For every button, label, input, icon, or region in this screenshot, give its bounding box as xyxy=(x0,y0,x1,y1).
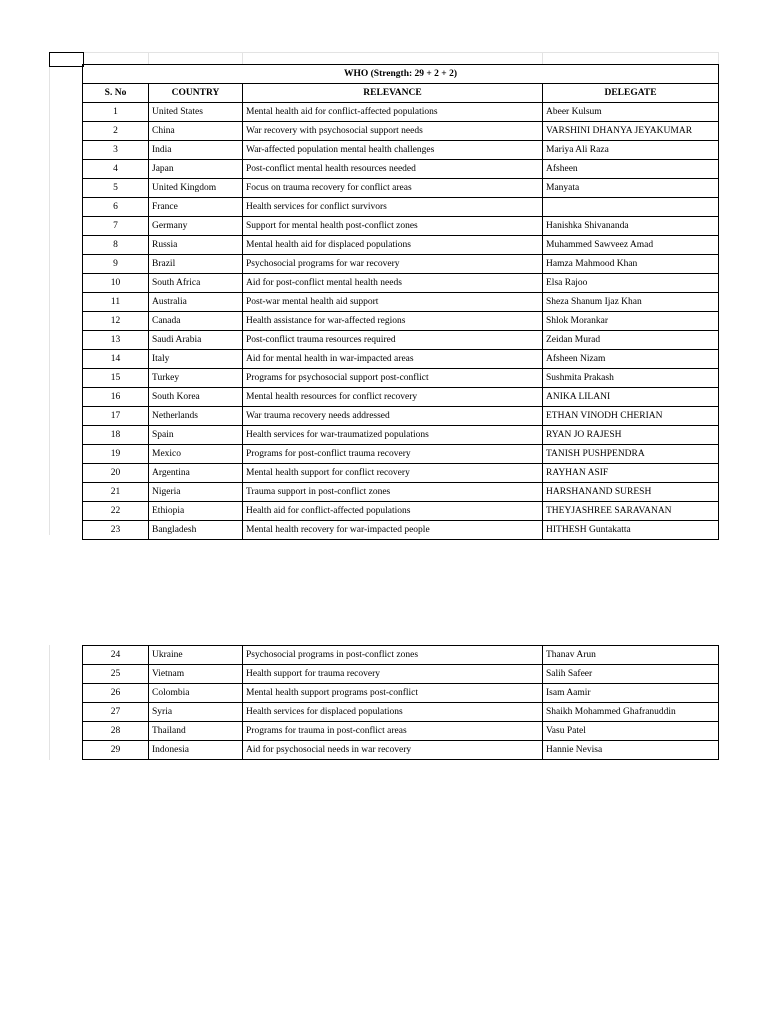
cell-country[interactable]: France xyxy=(149,198,243,217)
cell-delegate[interactable]: Thanav Arun xyxy=(543,646,719,665)
cell-country[interactable]: Syria xyxy=(149,703,243,722)
cell-relevance[interactable]: Aid for mental health in war-impacted areas xyxy=(243,350,543,369)
cell-delegate[interactable]: Isam Aamir xyxy=(543,684,719,703)
cell-delegate[interactable]: Sheza Shanum Ijaz Khan xyxy=(543,293,719,312)
cell-relevance[interactable]: Psychosocial programs for war recovery xyxy=(243,255,543,274)
table-row xyxy=(83,369,719,388)
cell-relevance[interactable]: Mental health resources for conflict recovery xyxy=(243,388,543,407)
cell-relevance[interactable]: Trauma support in post-conflict zones xyxy=(243,483,543,502)
table-row xyxy=(83,122,719,141)
table-row xyxy=(83,521,719,540)
cell-country[interactable]: United States xyxy=(149,103,243,122)
cell-country[interactable]: Italy xyxy=(149,350,243,369)
cell-relevance[interactable]: War-affected population mental health challenges xyxy=(243,141,543,160)
cell-sno[interactable]: 24 xyxy=(83,646,149,665)
cell-sno[interactable]: 15 xyxy=(83,369,149,388)
header-sno[interactable]: S. No xyxy=(83,84,149,103)
cell-relevance[interactable]: Programs for trauma in post-conflict areas xyxy=(243,722,543,741)
cell-delegate[interactable]: Zeidan Murad xyxy=(543,331,719,350)
cell-sno[interactable]: 12 xyxy=(83,312,149,331)
cell-relevance[interactable]: Programs for psychosocial support post-conflict xyxy=(243,369,543,388)
cell-delegate[interactable]: VARSHINI DHANYA JEYAKUMAR xyxy=(543,122,719,141)
cell-country[interactable]: Bangladesh xyxy=(149,521,243,540)
table-row xyxy=(83,198,719,217)
cell-delegate[interactable]: THEYJASHREE SARAVANAN xyxy=(543,502,719,521)
table-row xyxy=(83,179,719,198)
header-delegate[interactable]: DELEGATE xyxy=(543,84,719,103)
header-country[interactable]: COUNTRY xyxy=(149,84,243,103)
table-row xyxy=(83,407,719,426)
cell-country[interactable]: Vietnam xyxy=(149,665,243,684)
cell-delegate[interactable]: Hamza Mahmood Khan xyxy=(543,255,719,274)
cell-delegate[interactable]: Muhammed Sawveez Amad xyxy=(543,236,719,255)
cell-sno[interactable]: 11 xyxy=(83,293,149,312)
header-row xyxy=(83,84,719,103)
cell-country[interactable]: Argentina xyxy=(149,464,243,483)
cell-delegate[interactable]: Afsheen Nizam xyxy=(543,350,719,369)
cell-delegate[interactable] xyxy=(543,198,719,217)
cell-country[interactable]: Mexico xyxy=(149,445,243,464)
cell-country[interactable]: Turkey xyxy=(149,369,243,388)
cell-sno[interactable]: 21 xyxy=(83,483,149,502)
cell-delegate[interactable]: TANISH PUSHPENDRA xyxy=(543,445,719,464)
cell-relevance[interactable]: Health services for displaced populations xyxy=(243,703,543,722)
cell-country[interactable]: China xyxy=(149,122,243,141)
cell-country[interactable]: Brazil xyxy=(149,255,243,274)
table-row xyxy=(83,103,719,122)
cell-country[interactable]: South Korea xyxy=(149,388,243,407)
table-row xyxy=(83,483,719,502)
cell-relevance[interactable]: Aid for post-conflict mental health needs xyxy=(243,274,543,293)
cell-relevance[interactable]: Programs for post-conflict trauma recovery xyxy=(243,445,543,464)
cell-sno[interactable]: 22 xyxy=(83,502,149,521)
table-row xyxy=(83,684,719,703)
cell-delegate[interactable]: Shaikh Mohammed Ghafranuddin xyxy=(543,703,719,722)
table-row xyxy=(83,445,719,464)
table-row xyxy=(83,722,719,741)
cell-country[interactable]: Japan xyxy=(149,160,243,179)
cell-sno[interactable]: 7 xyxy=(83,217,149,236)
cell-delegate[interactable]: Salih Safeer xyxy=(543,665,719,684)
cell-country[interactable]: India xyxy=(149,141,243,160)
cell-sno[interactable]: 4 xyxy=(83,160,149,179)
cell-country[interactable]: Colombia xyxy=(149,684,243,703)
table-row xyxy=(83,350,719,369)
cell-sno[interactable]: 25 xyxy=(83,665,149,684)
cell-sno[interactable]: 14 xyxy=(83,350,149,369)
cell-sno[interactable]: 17 xyxy=(83,407,149,426)
cell-relevance[interactable]: Post-conflict mental health resources needed xyxy=(243,160,543,179)
table-row xyxy=(83,741,719,760)
table-row xyxy=(83,255,719,274)
cell-country[interactable]: Thailand xyxy=(149,722,243,741)
cell-relevance[interactable]: Mental health support programs post-conflict xyxy=(243,684,543,703)
cell-sno[interactable]: 8 xyxy=(83,236,149,255)
delegate-table-continued xyxy=(82,645,719,760)
table-row xyxy=(83,312,719,331)
cell-delegate[interactable]: RAYHAN ASIF xyxy=(543,464,719,483)
cell-relevance[interactable]: Aid for psychosocial needs in war recovery xyxy=(243,741,543,760)
cell-sno[interactable]: 27 xyxy=(83,703,149,722)
cell-delegate[interactable]: ETHAN VINODH CHERIAN xyxy=(543,407,719,426)
sheet-title[interactable]: WHO (Strength: 29 + 2 + 2) xyxy=(83,65,719,84)
cell-sno[interactable]: 2 xyxy=(83,122,149,141)
cell-delegate[interactable]: Hannie Nevisa xyxy=(543,741,719,760)
cell-delegate[interactable]: Shlok Morankar xyxy=(543,312,719,331)
cell-relevance[interactable]: Mental health support for conflict recovery xyxy=(243,464,543,483)
cell-relevance[interactable]: Mental health aid for conflict-affected populations xyxy=(243,103,543,122)
cell-delegate[interactable]: HARSHANAND SURESH xyxy=(543,483,719,502)
table-row xyxy=(83,160,719,179)
cell-sno[interactable]: 9 xyxy=(83,255,149,274)
cell-country[interactable]: Germany xyxy=(149,217,243,236)
cell-sno[interactable]: 18 xyxy=(83,426,149,445)
cell-sno[interactable]: 3 xyxy=(83,141,149,160)
cell-relevance[interactable]: Health services for war-traumatized populations xyxy=(243,426,543,445)
table-row xyxy=(83,646,719,665)
table-row xyxy=(83,141,719,160)
cell-delegate[interactable]: Vasu Patel xyxy=(543,722,719,741)
cell-relevance[interactable]: Mental health aid for displaced populations xyxy=(243,236,543,255)
cell-relevance[interactable]: War trauma recovery needs addressed xyxy=(243,407,543,426)
cell-sno[interactable]: 16 xyxy=(83,388,149,407)
table-row xyxy=(83,331,719,350)
cell-relevance[interactable]: Psychosocial programs in post-conflict zones xyxy=(243,646,543,665)
cell-sno[interactable]: 13 xyxy=(83,331,149,350)
cell-delegate[interactable]: RYAN JO RAJESH xyxy=(543,426,719,445)
sheet-corner-cell[interactable] xyxy=(49,52,84,67)
cell-relevance[interactable]: Health support for trauma recovery xyxy=(243,665,543,684)
cell-sno[interactable]: 1 xyxy=(83,103,149,122)
title-row xyxy=(83,65,719,84)
table-row xyxy=(83,502,719,521)
cell-sno[interactable]: 19 xyxy=(83,445,149,464)
cell-sno[interactable]: 29 xyxy=(83,741,149,760)
cell-delegate[interactable]: ANIKA LILANI xyxy=(543,388,719,407)
cell-country[interactable]: Russia xyxy=(149,236,243,255)
cell-country[interactable]: Ukraine xyxy=(149,646,243,665)
cell-delegate[interactable]: HITHESH Guntakatta xyxy=(543,521,719,540)
cell-sno[interactable]: 23 xyxy=(83,521,149,540)
cell-country[interactable]: South Africa xyxy=(149,274,243,293)
cell-country[interactable]: Netherlands xyxy=(149,407,243,426)
cell-relevance[interactable]: Health services for conflict survivors xyxy=(243,198,543,217)
cell-sno[interactable]: 5 xyxy=(83,179,149,198)
table-row xyxy=(83,236,719,255)
delegate-table xyxy=(82,64,719,540)
cell-delegate[interactable]: Hanishka Shivananda xyxy=(543,217,719,236)
cell-relevance[interactable]: Mental health recovery for war-impacted people xyxy=(243,521,543,540)
table-row xyxy=(83,293,719,312)
table-row xyxy=(83,665,719,684)
cell-country[interactable]: Ethiopia xyxy=(149,502,243,521)
cell-delegate[interactable]: Mariya Ali Raza xyxy=(543,141,719,160)
cell-sno[interactable]: 26 xyxy=(83,684,149,703)
header-relevance[interactable]: RELEVANCE xyxy=(243,84,543,103)
cell-relevance[interactable]: Health aid for conflict-affected populations xyxy=(243,502,543,521)
table-row xyxy=(83,703,719,722)
cell-relevance[interactable]: Post-war mental health aid support xyxy=(243,293,543,312)
cell-delegate[interactable]: Sushmita Prakash xyxy=(543,369,719,388)
cell-relevance[interactable]: Health assistance for war-affected regions xyxy=(243,312,543,331)
cell-relevance[interactable]: Support for mental health post-conflict zones xyxy=(243,217,543,236)
cell-country[interactable]: Indonesia xyxy=(149,741,243,760)
cell-relevance[interactable]: War recovery with psychosocial support needs xyxy=(243,122,543,141)
table-row xyxy=(83,426,719,445)
cell-country[interactable]: Nigeria xyxy=(149,483,243,502)
table-row xyxy=(83,217,719,236)
cell-delegate[interactable]: Elsa Rajoo xyxy=(543,274,719,293)
cell-country[interactable]: Saudi Arabia xyxy=(149,331,243,350)
cell-sno[interactable]: 28 xyxy=(83,722,149,741)
cell-country[interactable]: Canada xyxy=(149,312,243,331)
cell-relevance[interactable]: Post-conflict trauma resources required xyxy=(243,331,543,350)
table-row xyxy=(83,464,719,483)
cell-delegate[interactable]: Afsheen xyxy=(543,160,719,179)
cell-country[interactable]: Australia xyxy=(149,293,243,312)
cell-country[interactable]: United Kingdom xyxy=(149,179,243,198)
cell-delegate[interactable]: Abeer Kulsum xyxy=(543,103,719,122)
cell-sno[interactable]: 10 xyxy=(83,274,149,293)
cell-country[interactable]: Spain xyxy=(149,426,243,445)
table-row xyxy=(83,388,719,407)
table-row xyxy=(83,274,719,293)
cell-delegate[interactable]: Manyata xyxy=(543,179,719,198)
cell-sno[interactable]: 20 xyxy=(83,464,149,483)
cell-sno[interactable]: 6 xyxy=(83,198,149,217)
cell-relevance[interactable]: Focus on trauma recovery for conflict areas xyxy=(243,179,543,198)
